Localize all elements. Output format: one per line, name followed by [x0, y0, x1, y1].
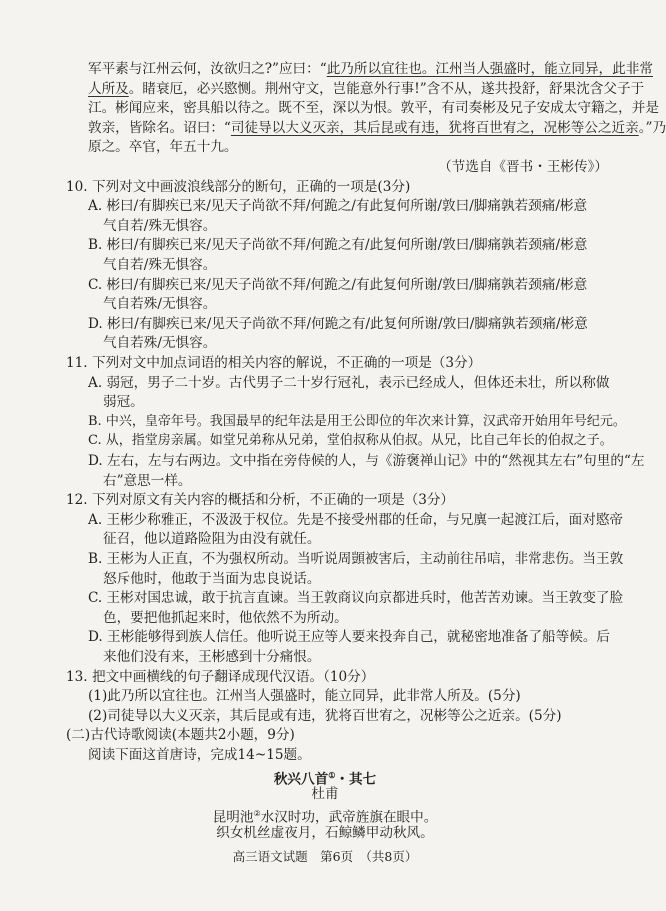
q10-option-b: B. 彬曰/有脚疾已来/见天子尚欲不拜/何跪之有/此复何所谢/敦曰/脚痛孰若颈痛/彬意	[88, 237, 588, 254]
q12-option-a-cont: 征召，他以道路险阻为由没有就任。	[103, 531, 321, 548]
q12-option-c-cont: 色，要把他抓起来时，他依然不为所动。	[103, 609, 348, 626]
q13-stem: 13. 把文中画横线的句子翻译成现代汉语。（10分）	[66, 668, 375, 685]
poem-text: 水汉时功，武帝旌旗在眼中。	[260, 809, 438, 826]
q11-stem: 11. 下列对文中加点词语的相关内容的解说，不正确的一项是（3分）	[66, 355, 482, 371]
section-2-title: (二)古代诗歌阅读(本题共2小题，9分)	[66, 727, 295, 744]
q11-option-c: C. 从，指堂房亲属。如堂兄弟称从兄弟，堂伯叔称从伯叔。从兄，比自己年长的伯叔之子。	[88, 433, 613, 449]
underlined-sentence: 人所及	[88, 80, 129, 97]
q12-stem: 12. 下列对原文有关内容的概括和分析，不正确的一项是（3分）	[66, 492, 455, 509]
q11-option-a: A. 弱冠，男子二十岁。古代男子二十岁行冠礼，表示已经成人，但体还未壮，所以称做	[88, 374, 610, 391]
q11-option-d: D. 左右，左与右两边。文中指在旁侍候的人，与《游褒禅山记》中的“然视其左右”句里的“左	[88, 453, 645, 469]
q10-option-c: C. 彬曰/有脚疾已来/见天子尚欲不拜/何跪之/有此复何所谢/敦曰/脚痛孰若颈痛/彬意	[88, 276, 588, 293]
passage-text: 军平素与江州云何，汝欲归之?”应曰：“	[88, 61, 327, 77]
passage-text: 。睹衰厄，必兴愍恻。荆州守文，岂能意外行事!”含不从，遂共投舒，舒果沈含父子于	[128, 80, 645, 97]
poem-text: 昆明池	[212, 809, 254, 826]
q13-sentence-2: (2)司徒导以大义灭亲，其后昆或有违，犹将百世宥之，况彬等公之近亲。(5分)	[88, 707, 562, 724]
poem-line-1	[0, 805, 650, 827]
poem-line-2: 织女机丝虚夜月，石鲸鳞甲动秋风。	[216, 825, 434, 842]
poem-author: 杜甫	[311, 786, 339, 803]
q12-option-d: D. 王彬能够得到族人信任。他听说王应等人要来投奔自己，就秘密地准备了船等候。后	[88, 629, 611, 646]
q11-option-d-cont: 右”意思一样。	[103, 472, 192, 489]
underlined-sentence: 此乃所以宜往也。江州当人强盛时，能立同异，此非常	[326, 61, 653, 77]
poem-title-text: 秋兴八首	[273, 771, 329, 788]
q10-option-a: A. 彬曰/有脚疾已来/见天子尚欲不拜/何跪之/有此复何所谢/敦曰/脚痛孰若颈痛/彬意	[88, 198, 588, 215]
q10-option-a-cont: 气自若/殊无惧容。	[103, 217, 217, 234]
q12-option-a: A. 王彬少称雅正，不汲汲于权位。先是不接受州郡的任命，与兄廙一起渡江后，面对愍帝	[88, 511, 624, 528]
q13-sentence-1: (1)此乃所以宜往也。江州当人强盛时，能立同异，此非常人所及。(5分)	[88, 688, 521, 705]
passage-line-1	[88, 60, 653, 78]
q12-option-c: C. 王彬对国忠诚，敢于抗言直谏。当王敦商议向京都进兵时，他苦苦劝谏。当王敦变了脸	[88, 590, 624, 607]
q10-option-d: D. 彬曰/有脚疾已来/见天子尚欲不拜/何跪之有/此复何所谢/敦曰/脚痛孰若颈痛/彬意	[88, 315, 588, 332]
passage-text: 。”乃	[638, 119, 666, 136]
q10-option-b-cont: 气自若/殊无惧容。	[103, 257, 217, 273]
footnote-mark: ①	[328, 769, 336, 780]
section-2-intro: 阅读下面这首唐诗，完成14~15题。	[88, 747, 311, 763]
q10-option-d-cont: 气自若殊/无惧容。	[103, 335, 217, 352]
passage-line-3: 江。彬闻应来，密具船以待之。既不至，深以为恨。敦平，有司奏彬及兄子安成太守籍之，并是	[88, 100, 659, 117]
poem-title-tail: ・其七	[335, 771, 377, 788]
q11-option-a-cont: 弱冠。	[103, 394, 144, 411]
passage-line-2	[88, 80, 644, 98]
passage-text: 敦亲，皆除名。诏曰：“	[88, 119, 231, 136]
footnote-mark: ②	[253, 808, 261, 818]
passage-source: （节选自《晋书・王彬传》）	[438, 159, 608, 175]
q11-option-b: B. 中兴，皇帝年号。我国最早的纪年法是用王公即位的年次来计算，汉武帝开始用年号纪元。	[88, 413, 626, 429]
q12-option-b: B. 王彬为人正直，不为强权所动。当听说周顗被害后，主动前往吊唁，非常悲伤。当王敦	[88, 551, 624, 567]
q12-option-b-cont: 怒斥他时，他敢于当面为忠良说话。	[103, 570, 321, 587]
q10-stem: 10. 下列对文中画波浪线部分的断句，正确的一项是(3分)	[66, 178, 411, 195]
passage-line-4	[88, 119, 666, 137]
passage-line-5: 原之。卒官，年五十九。	[88, 139, 238, 156]
page-footer: 高三语文试题 第6页 （共8页）	[232, 849, 418, 864]
q10-option-c-cont: 气自若殊/无惧容。	[103, 296, 217, 313]
underlined-sentence: 司徒导以大义灭亲，其后昆或有违，犹将百世宥之，况彬等公之近亲	[230, 119, 639, 136]
q12-option-d-cont: 来他们没有来，王彬感到十分痛恨。	[103, 649, 321, 665]
